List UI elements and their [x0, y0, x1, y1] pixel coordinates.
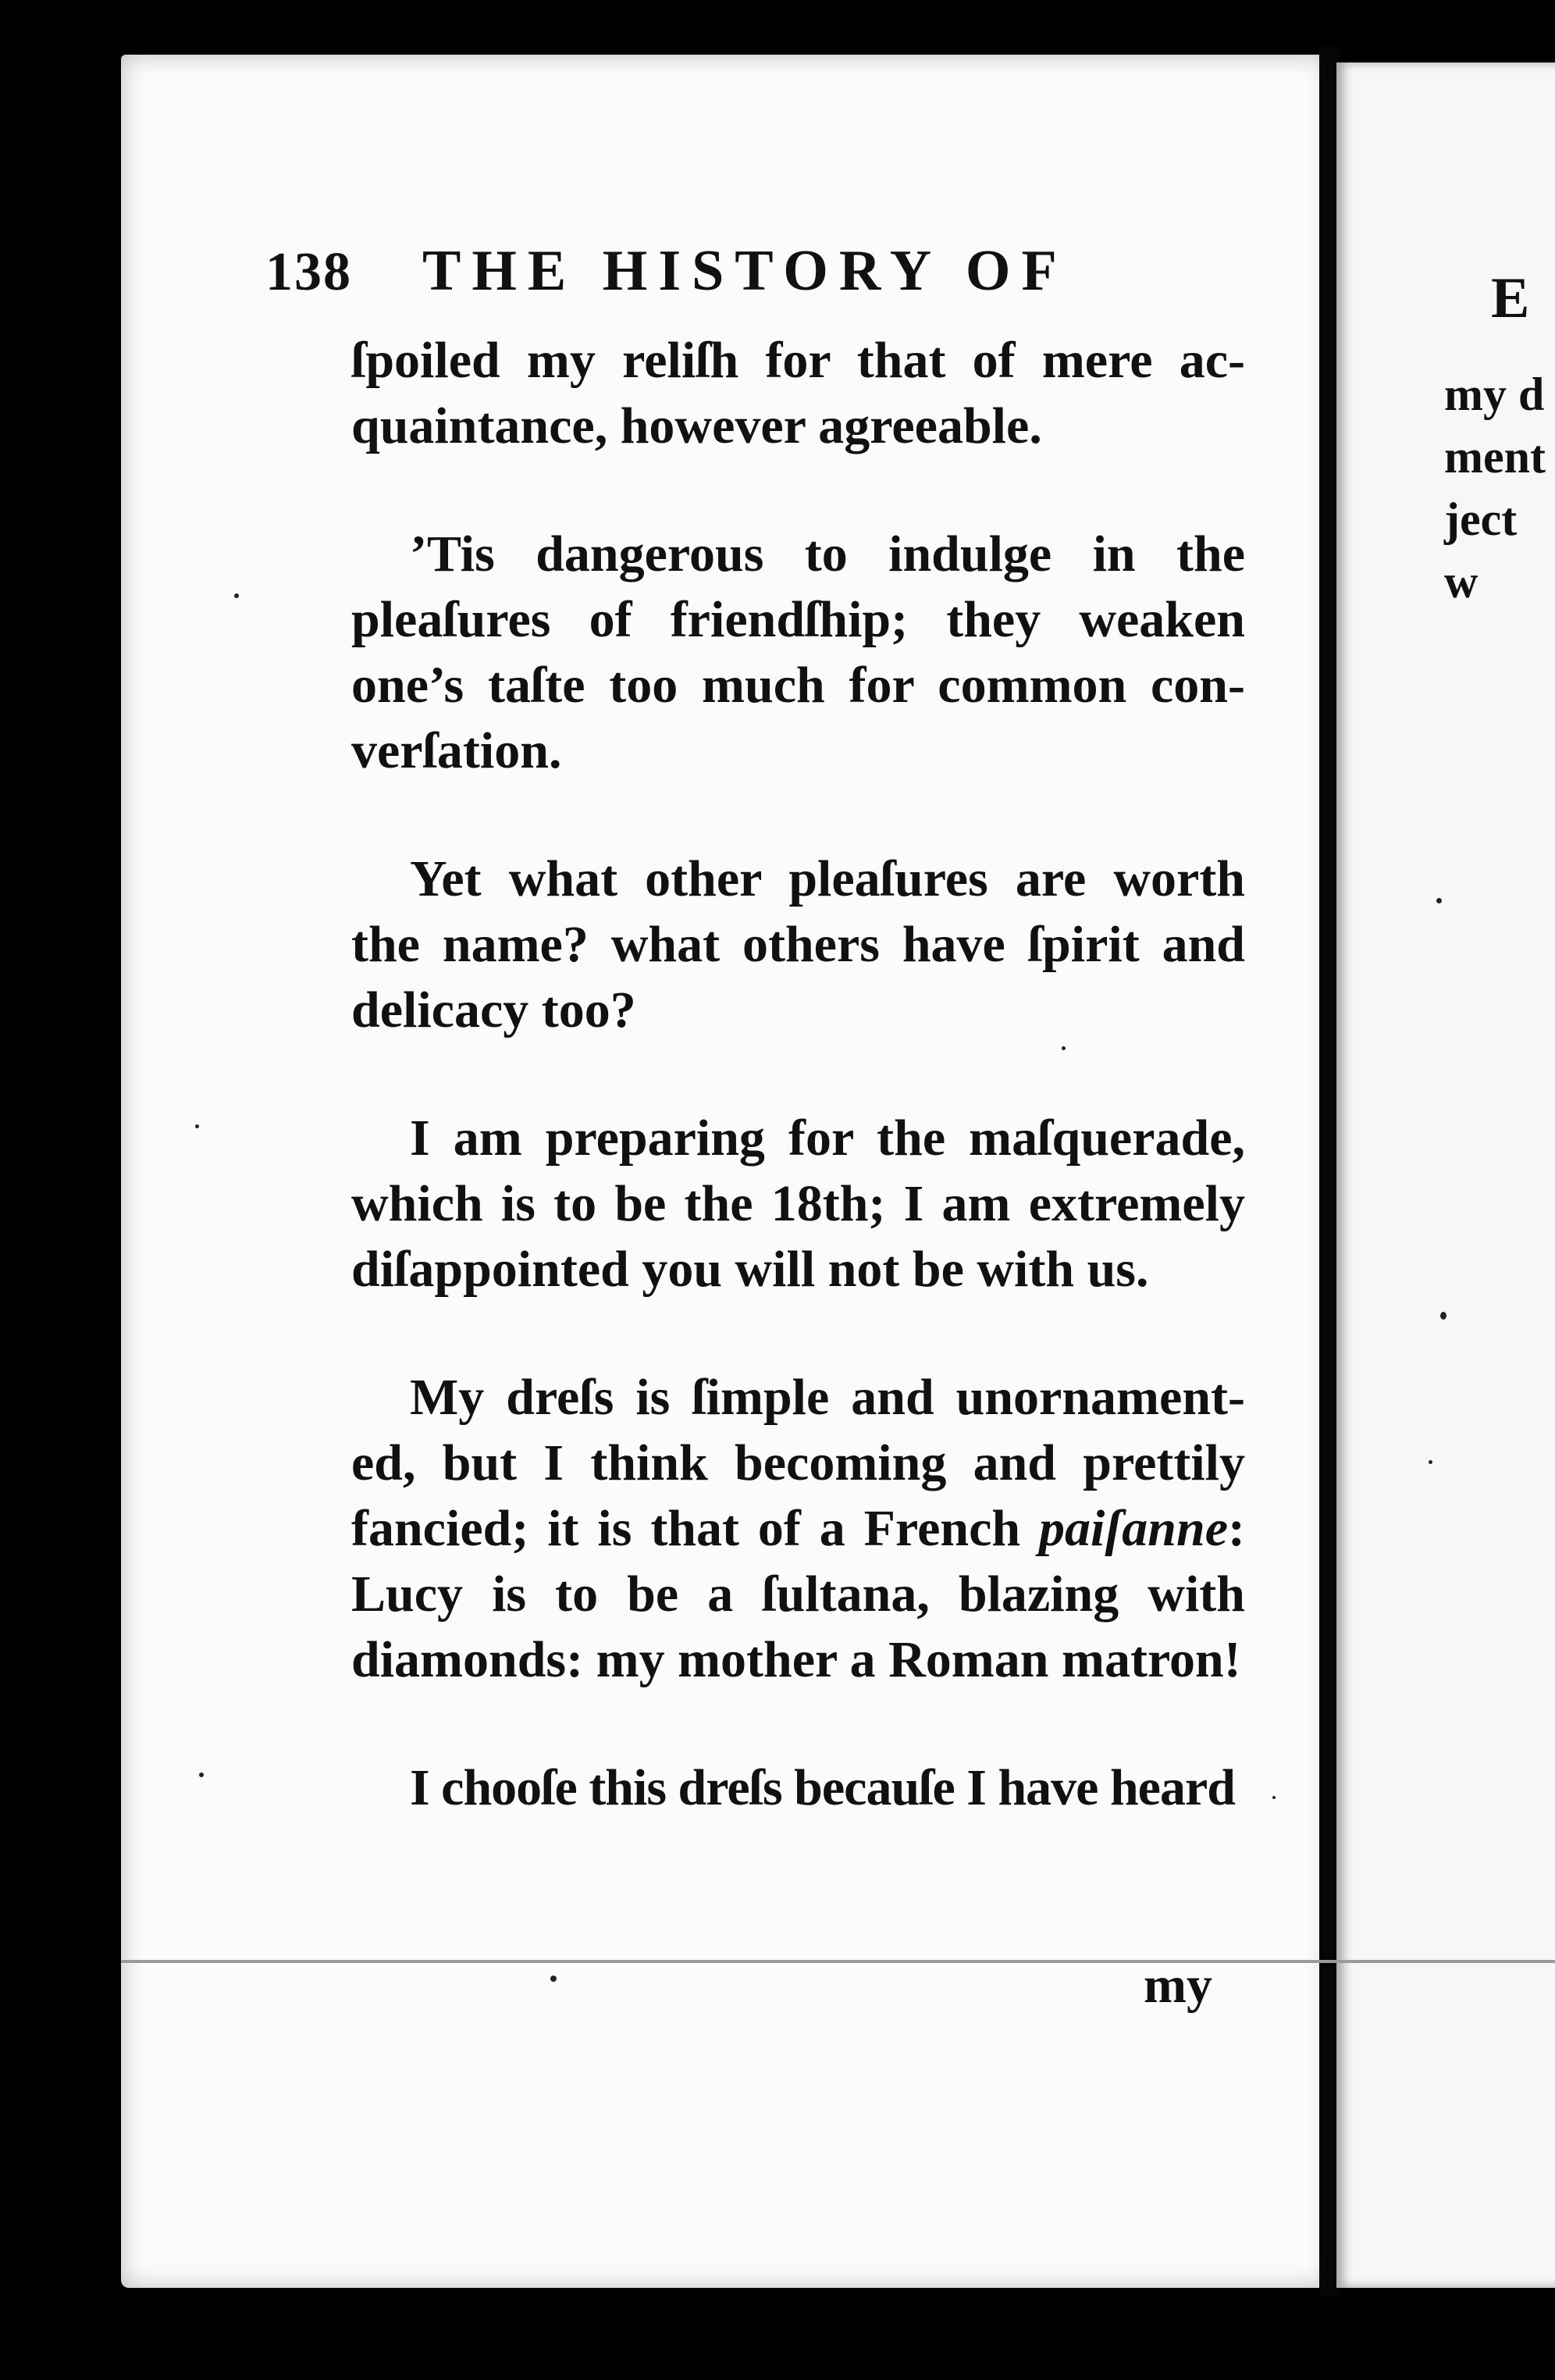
catchword: my: [1144, 1957, 1212, 2014]
scan-speckle: [234, 593, 239, 598]
italic-word: paiſanne: [1038, 1500, 1229, 1557]
paragraph-text: : Lucy is to be a ſultana, blazing with diamonds: my mother a Roman matron!: [351, 1500, 1245, 1688]
page-bottom-rule: [121, 1960, 1555, 1963]
scan-speckle: [195, 1124, 199, 1128]
paragraph-last-line: I chooſe this dreſs becauſe I have heard: [410, 1759, 1235, 1816]
facing-line: my d: [1444, 369, 1545, 420]
scan-speckle: [1436, 898, 1442, 903]
paragraph: I am preparing for the maſquerade, which is to be the 18th; I am extremely diſappointed you will not be with us.: [351, 1110, 1245, 1298]
facing-line: ment: [1444, 431, 1546, 483]
paragraph-continuation: ſpoiled my reliſh for that of mere acquaintance, however agreeable.: [351, 332, 1245, 454]
paragraph: ’Tis dangerous to indulge in the pleaſures of friendſhip; they weaken one’s taſte too much for common converſation.: [351, 526, 1245, 779]
facing-line: ject w: [1444, 493, 1518, 607]
scan-speckle: [1272, 1796, 1276, 1799]
scan-speckle: [550, 1976, 557, 1982]
page-number: 138: [265, 242, 352, 302]
scan-speckle: [199, 1773, 204, 1777]
facing-page-head: E: [1491, 266, 1536, 330]
paragraph-dress: [351, 1365, 1245, 1693]
body-text: [351, 328, 1245, 1821]
running-head: THE HISTORY OF: [422, 239, 1068, 303]
facing-page-text: [1444, 363, 1555, 613]
page-header: [265, 238, 1288, 324]
scan-speckle: [1440, 1312, 1446, 1320]
scan-speckle: [1429, 1460, 1432, 1464]
paragraph: Yet what other pleaſures are worth the name? what others have ſpirit and delicacy too?: [351, 850, 1245, 1039]
paragraph-text: My dreſs is ſimple and unornamented, but I think becoming and prettily fancied; it is that of a French: [351, 1369, 1245, 1557]
